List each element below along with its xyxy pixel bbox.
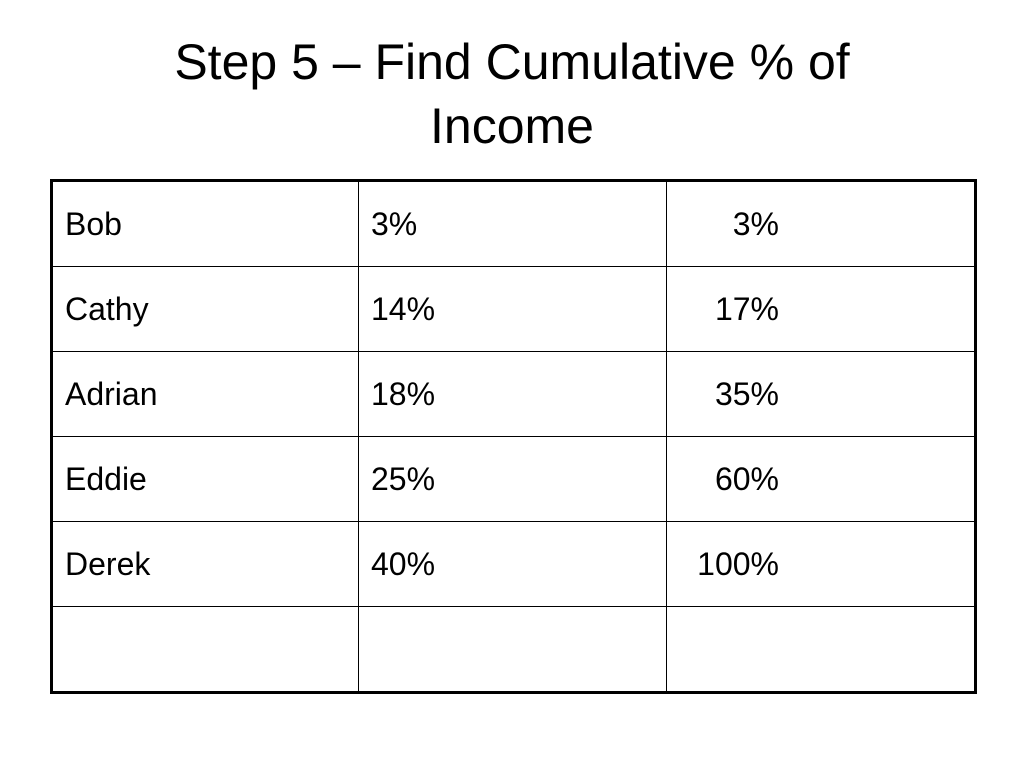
cumulative-cell	[667, 267, 976, 352]
income-table	[50, 179, 977, 694]
cumulative-value: 35%	[714, 376, 779, 412]
cumulative-value: 17%	[714, 291, 779, 327]
cumulative-cell	[667, 607, 976, 693]
name-cell: Adrian	[52, 352, 359, 437]
name-cell: Eddie	[52, 437, 359, 522]
percent-cell: 14%	[359, 267, 667, 352]
slide-title-line-1: Step 5 – Find Cumulative % of	[174, 34, 850, 90]
table-row	[52, 267, 976, 352]
cumulative-cell	[667, 181, 976, 267]
percent-cell	[359, 607, 667, 693]
name-cell: Derek	[52, 522, 359, 607]
cumulative-cell	[667, 522, 976, 607]
table-row	[52, 437, 976, 522]
table-row-empty	[52, 607, 976, 693]
name-cell: Bob	[52, 181, 359, 267]
name-cell: Cathy	[52, 267, 359, 352]
cumulative-value: 3%	[732, 206, 779, 242]
table-row	[52, 181, 976, 267]
name-cell	[52, 607, 359, 693]
cumulative-value: 100%	[697, 546, 779, 582]
table-row	[52, 522, 976, 607]
slide-title	[0, 30, 1024, 158]
percent-cell: 18%	[359, 352, 667, 437]
cumulative-cell	[667, 437, 976, 522]
slide-title-line-2: Income	[430, 98, 594, 154]
cumulative-value: 60%	[714, 461, 779, 497]
percent-cell: 3%	[359, 181, 667, 267]
percent-cell: 25%	[359, 437, 667, 522]
table-row	[52, 352, 976, 437]
percent-cell: 40%	[359, 522, 667, 607]
cumulative-cell	[667, 352, 976, 437]
